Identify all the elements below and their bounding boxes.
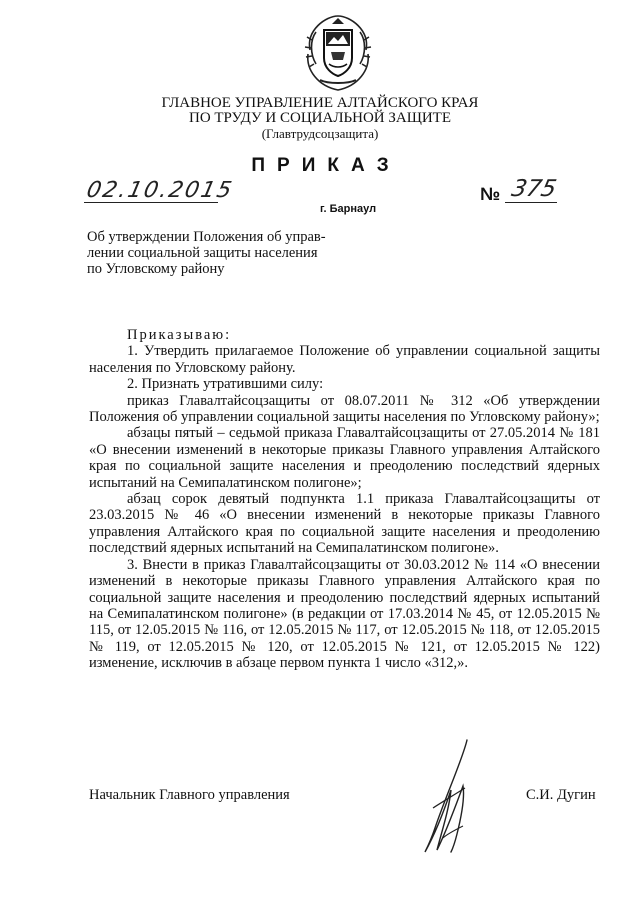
subject-block xyxy=(87,229,326,277)
handwritten-date: 02.10.2015 xyxy=(84,178,236,203)
paragraph-2-item-3: абзац сорок девятый подпункта 1.1 приказа Главалтайсоцзащиты от 23.03.2015 № 46 «О внесении изменений в некоторые приказы Главного управления Алтайского края по социальной защите населения и преодолению последствий ядерных испытаний на Семипалатинском полигоне». xyxy=(89,491,600,557)
coat-of-arms-emblem xyxy=(296,10,380,94)
order-body xyxy=(89,327,600,672)
handwritten-signature xyxy=(405,738,515,858)
signatory-name: С.И. Дугин xyxy=(526,787,596,803)
signatory-position: Начальник Главного управления xyxy=(89,787,290,803)
subject-line: по Угловскому району xyxy=(87,261,225,277)
subject-line: лении социальной защиты населения xyxy=(87,245,318,261)
number-label: № xyxy=(480,184,501,204)
paragraph-1: 1. Утвердить прилагаемое Положение об управлении социальной защиты населения по Угловскому району. xyxy=(89,343,600,376)
city-name: г. Барнаул xyxy=(320,203,377,215)
paragraph-2-item-1: приказ Главалтайсоцзащиты от 08.07.2011 № 312 «Об утверждении Положения об управлении социальной защиты населения по Угловскому району»; xyxy=(89,392,600,426)
number-underline xyxy=(505,202,557,203)
paragraph-2: 2. Признать утратившими силу: xyxy=(127,376,324,393)
paragraph-2-item-2: абзацы пятый – седьмой приказа Главалтайсоцзащиты от 27.05.2014 № 181 «О внесении изменений в некоторые приказы Главного управления Алтайского края по социальной защите населения и преодолению последствий ядерных испытаний на Семипалатинском полигоне»; xyxy=(89,425,600,491)
document-title: ПРИКАЗ xyxy=(251,155,401,176)
order-heading: Приказываю: xyxy=(127,327,232,343)
org-name-line1: ГЛАВНОЕ УПРАВЛЕНИЕ АЛТАЙСКОГО КРАЯ xyxy=(161,95,479,111)
subject-line: Об утверждении Положения об управ- xyxy=(87,229,326,245)
paragraph-3: 3. Внести в приказ Главалтайсоцзащиты от 30.03.2012 № 114 «О внесении изменений в некоторые приказы Главного управления Алтайского края по социальной защите населения и преодолению последствий ядерных испытаний на Семипалатинском полигоне» (в редакции от 17.03.2014 № 45, от 12.05.2015 № 115, от 12.05.2015 № 116, от 12.05.2015 № 117, от 12.05.2015 № 118, от 12.05.2015 № 119, от 12.05.2015 № 120, от 12.05.2015 № 121, от 12.05.2015 № 122) изменение, исключив в абзаце первом пункта 1 число «312,». xyxy=(89,556,600,672)
date-underline xyxy=(84,202,218,203)
org-short-name: (Главтрудсоцзащита) xyxy=(261,126,379,141)
org-name-line2: ПО ТРУДУ И СОЦИАЛЬНОЙ ЗАЩИТЕ xyxy=(188,110,452,126)
handwritten-number: 375 xyxy=(509,176,559,202)
